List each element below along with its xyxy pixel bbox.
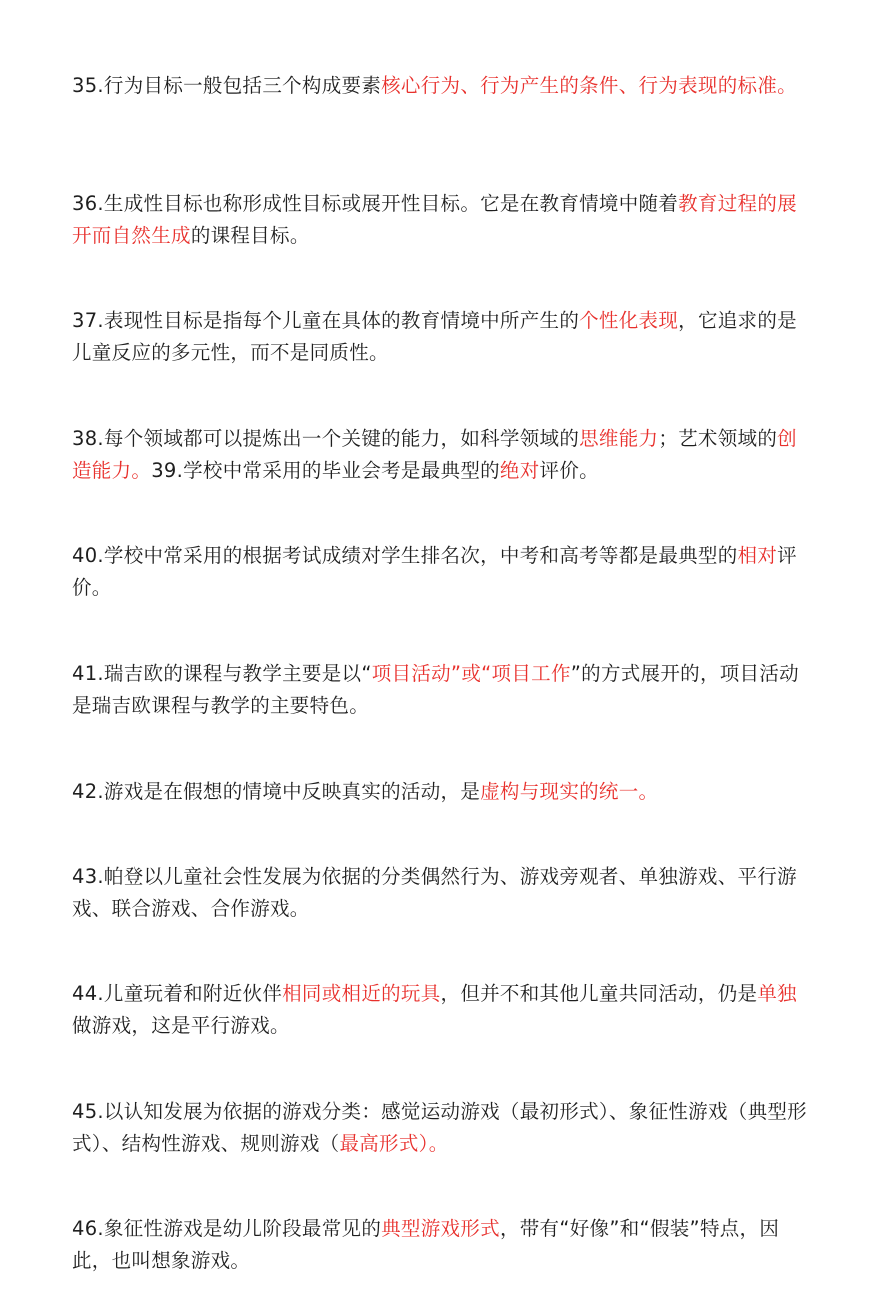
body-text: 瑞吉欧的课程与教学主要是以“ xyxy=(103,662,372,685)
body-text: 游戏是在假想的情境中反映真实的活动，是 xyxy=(103,780,481,803)
body-text: 45. xyxy=(72,1100,104,1123)
body-text: 42. xyxy=(72,780,104,803)
body-text: 的课程目标。 xyxy=(190,224,310,247)
highlighted-text: 个性化表现 xyxy=(579,309,679,332)
body-text: 46. xyxy=(72,1217,104,1240)
body-text: 40. xyxy=(72,544,104,567)
highlighted-text: 单独 xyxy=(757,982,797,1005)
highlighted-text: 项目活动”或“项目工作 xyxy=(371,662,571,685)
highlighted-text: 核心行为、行为产生的条件、行为表现的标准。 xyxy=(381,74,797,97)
paragraph-43 xyxy=(72,861,812,925)
body-text: 39.学校中常采用的毕业会考是最典型的 xyxy=(151,459,500,482)
paragraph-36 xyxy=(72,188,812,252)
highlighted-text: 相对 xyxy=(737,544,778,567)
body-text: ”的方式展开的，项目活动是瑞吉欧课程与教学的主要特色。 xyxy=(72,662,799,717)
body-text: ，它追求的是儿童反应的多元性，而不是同质性。 xyxy=(72,309,797,364)
paragraph-37 xyxy=(72,305,812,369)
body-text: ，但并不和其他儿童共同活动，仍是 xyxy=(440,982,758,1005)
paragraph-42 xyxy=(72,776,812,808)
paragraph-44 xyxy=(72,978,812,1042)
body-text: 生成性目标也称形成性目标或展开性目标。它是在教育情境中随着 xyxy=(103,192,679,215)
highlighted-text: 教育过程的展开而自然生成 xyxy=(72,192,797,247)
body-text: ，带有“好像”和“假装”特点，因此，也叫想象游戏。 xyxy=(72,1217,780,1272)
body-text: 以认知发展为依据的游戏分类：感觉运动游戏（最初形式）、象征性游戏（典型形式）、结构性游戏、规则游戏（ xyxy=(72,1100,807,1155)
paragraph-41 xyxy=(72,658,812,722)
highlighted-text: 最高形式）。 xyxy=(339,1132,449,1155)
body-text: 35. xyxy=(72,74,104,97)
body-text: 37. xyxy=(72,309,104,332)
highlighted-text: 虚构与现实的统一。 xyxy=(480,780,659,803)
body-text: 41. xyxy=(72,662,104,685)
body-text: 38. xyxy=(72,427,104,450)
body-text: 43. xyxy=(72,865,104,888)
highlighted-text: 典型游戏形式 xyxy=(381,1217,500,1240)
paragraph-45 xyxy=(72,1096,812,1160)
body-text: 表现性目标是指每个儿童在具体的教育情境中所产生的 xyxy=(103,309,580,332)
body-text: ；艺术领域的 xyxy=(658,427,778,450)
body-text: 每个领域都可以提炼出一个关键的能力，如科学领域的 xyxy=(103,427,580,450)
highlighted-text: 创造能力。 xyxy=(72,427,797,482)
paragraph-35 xyxy=(72,70,812,102)
body-text: 做游戏，这是平行游戏。 xyxy=(72,1014,290,1037)
highlighted-text: 绝对 xyxy=(499,459,540,482)
body-text: 36. xyxy=(72,192,104,215)
highlighted-text: 思维能力 xyxy=(579,427,659,450)
paragraph-46 xyxy=(72,1213,812,1277)
paragraph-38 xyxy=(72,423,812,487)
highlighted-text: 相同或相近的玩具 xyxy=(282,982,441,1005)
body-text: 评价。 xyxy=(539,459,599,482)
body-text: 象征性游戏是幼儿阶段最常见的 xyxy=(103,1217,382,1240)
body-text: 帕登以儿童社会性发展为依据的分类偶然行为、游戏旁观者、单独游戏、平行游戏、联合游戏、合作游戏。 xyxy=(72,865,797,920)
paragraph-40 xyxy=(72,540,812,604)
body-text: 行为目标一般包括三个构成要素 xyxy=(103,74,382,97)
body-text: 44. xyxy=(72,982,104,1005)
body-text: 儿童玩着和附近伙伴 xyxy=(103,982,283,1005)
body-text: 学校中常采用的根据考试成绩对学生排名次，中考和高考等都是最典型的 xyxy=(103,544,738,567)
body-text: 评价。 xyxy=(72,544,797,599)
